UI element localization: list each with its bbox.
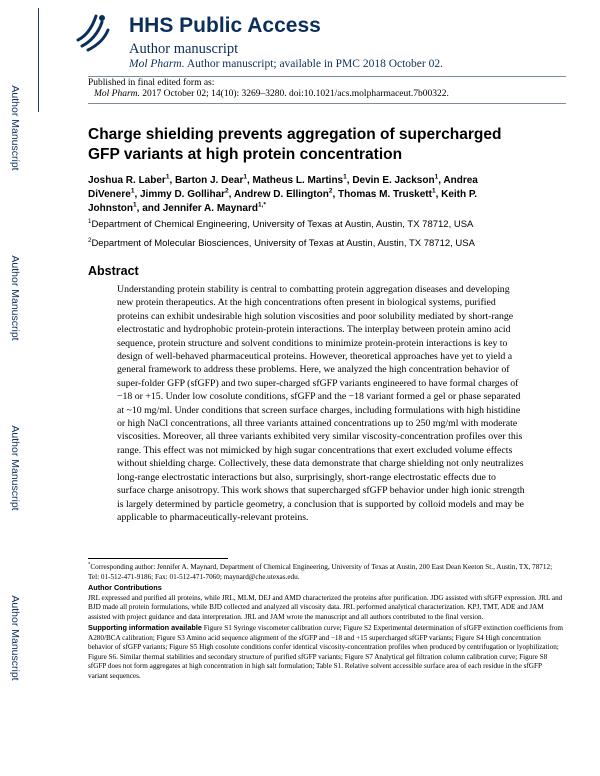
author-name [175,175,247,186]
author-affiliation-marker: 1 [130,187,135,195]
author-text: Barton J. Dear [175,175,244,186]
author-text: Thomas M. Truskett [338,189,432,200]
author-affiliation-marker: 1 [243,173,247,181]
author-name [88,175,169,186]
author-text: Andrew D. Ellington [233,189,329,200]
availability-text: Author manuscript; available in PMC 2018 October 02. [184,58,443,70]
author-list: Joshua R. Laber$^1$, Barton J. Dear$^1$, Matheus L. Martins$^1$, Devin E. Jackson$^1$, Andrea DiVenere$^1$, Jimmy D. Gollihar$^2$, Andrew D. Ellington$^2$, Thomas M. Truskett$^1$, Keith P. Johnston$^1$, and Jennifer A. Maynard$^{1,*}$ [88,173,478,214]
citation-journal: Mol Pharm. [94,89,140,99]
hhs-eagle-logo-icon [72,10,116,54]
affiliation-2 [88,238,475,249]
affiliation-1 [88,219,473,230]
contributions-text: JRL expressed and purified all proteins, while JRL, MLM, DEJ and AMD characterized the proteins after purification. JDG assisted with sfGFP expression. JRL and BJD made all protein formulations, while BJD collected and analyzed all viscosity data. JRL performed analytical characterization. KPJ, TMT, ADE and JAM assisted with project guidance and data interpretation. JRL and JAM wrote the manuscript and all authors contributed to the final version. [88,593,563,621]
margin-label: Author Manuscript [9,425,21,511]
corresponding-marker: * [88,562,91,568]
corresponding-text: Corresponding author: Jennifer A. Maynard, Department of Chemical Engineering, University of Texas at Austin, 200 East Dean Keeton St., Austin, TX, 78712; Tel: 01-512-471-9186; Fax: 01-512-471-7060; maynard@che.utexas.edu. [88,563,553,581]
supporting-info-heading: Supporting information available [88,623,202,632]
author-name [338,189,436,200]
author-text: Keith P. Johnston [88,189,478,214]
supporting-info-text: Figure S1 Syringe viscometer calibration curve; Figure S2 Experimental determination of sfGFP extinction coefficients from A280/BCA calibration; Figure S3 Amino acid sequence alignment of the sfGFP and −18 and +15 supercharged sfGFP variants; Figure S4 High concentration behavior of sfGFP variants; Figure S5 High cosolute conditions confer identical viscosity-concentration profiles when produced by centrifugation or lyophilization; Figure S6. Similar thermal stabilities and secondary structure of purified sfGFP variants; Figure S7 Analytical gel filtration column calibration curve; Figure S8 sfGFP does not form aggregates at high concentration in high salt formulation; Table S1. Relative solvent accessible surface area of each residue in the sfGFP variant sequences. [88,624,564,680]
header-divider [38,8,39,112]
affiliation-marker: 2 [88,236,92,244]
author-text: Devin E. Jackson [352,175,435,186]
author-affiliation-marker: 1 [133,201,137,209]
author-name [352,175,438,186]
citation-details: 2017 October 02; 14(10): 3269–3280. doi:10.1021/acs.molpharmaceut.7b00322. [139,89,449,99]
author-name [253,175,347,186]
margin-label: Author Manuscript [9,255,21,341]
affiliation-text: Department of Chemical Engineering, University of Texas at Austin, Austin, TX 78712, USA [91,219,474,230]
published-line: Published in final edited form as: [88,78,215,88]
header-rule [88,103,566,104]
author-affiliation-marker: 2 [225,187,229,195]
footnotes [88,563,563,682]
author-affiliation-marker: 1,* [257,201,266,209]
author-manuscript-subtitle: Author manuscript [129,41,239,57]
corresponding-author-note [88,563,563,582]
hhs-public-access-title: HHS Public Access [129,14,321,37]
author-text: Andrea DiVenere [88,175,478,200]
author-name [163,203,266,214]
affiliation-marker: 1 [88,217,92,225]
contributions-heading: Author Contributions [88,583,162,592]
abstract-body: Understanding protein stability is central to combatting protein aggregation diseases and developing new protein therapeutics. At the high concentrations often present in biological systems, purified proteins can exhibit undesirable high solution viscosities and poor solubility mediated by short-range electrostatic and hydrophobic protein-protein interactions. The interplay between protein amino acid sequence, protein structure and solvent conditions to minimize protein-protein interactions is key to design of well-behaved pharmaceutical proteins. However, theoretical approaches have yet to yield a general framework to address these problems. Here, we analyzed the high concentration behavior of super-folder GFP (sfGFP) and two super-charged sfGFP variants engineered to have formal charges of −18 or +15. Under low cosolute conditions, sfGFP and the −18 variant formed a gel or phase separated at ~10 mg/ml. Under conditions that screen surface charges, including formulations with high histidine or high NaCl concentrations, all three variants attained concentrations up to 250 mg/ml with moderate viscosities. Moreover, all three variants exhibited very similar viscosity-concentration profiles over this range. This effect was not mimicked by high sugar concentrations that exert excluded volume effects without shielding charge. Collectively, these data demonstrate that charge shielding not only neutralizes long-range electrostatic interactions but also, surprisingly, short-range electrostatic effects due to surface charge anisotropy. This work shows that supercharged sfGFP behavior under high ionic strength is largely determined by particle geometry, a conclusion that is supported by colloid models and may be applicable to pharmaceutically-relevant proteins. [117,284,525,523]
author-affiliation-marker: 1 [165,173,170,181]
journal-name: Mol Pharm. [129,58,185,70]
margin-label: Author Manuscript [9,85,21,171]
paper-title: Charge shielding prevents aggregation of supercharged GFP variants at high protein concentration [88,126,502,163]
author-affiliation-marker: 2 [328,187,333,195]
abstract-heading: Abstract [88,264,139,278]
affiliation-text: Department of Molecular Biosciences, University of Texas at Austin, Austin, TX 78712, USA [91,238,475,249]
author-name [234,189,333,200]
citation-line [94,89,449,99]
journal-availability-line [129,58,443,70]
header-rule [88,76,566,77]
author-name [140,189,229,200]
author-text: Joshua R. Laber [88,175,166,186]
author-text: Jimmy D. Gollihar [140,189,226,200]
author-affiliation-marker: 1 [431,187,436,195]
author-text: Matheus L. Martins [252,175,344,186]
footnote-rule [88,558,228,559]
author-text: Jennifer A. Maynard [162,203,258,214]
supporting-info-note [88,623,563,681]
margin-labels [0,0,28,776]
author-affiliation-marker: 1 [343,173,347,181]
author-affiliation-marker: 1 [434,173,439,181]
margin-label: Author Manuscript [9,595,21,681]
